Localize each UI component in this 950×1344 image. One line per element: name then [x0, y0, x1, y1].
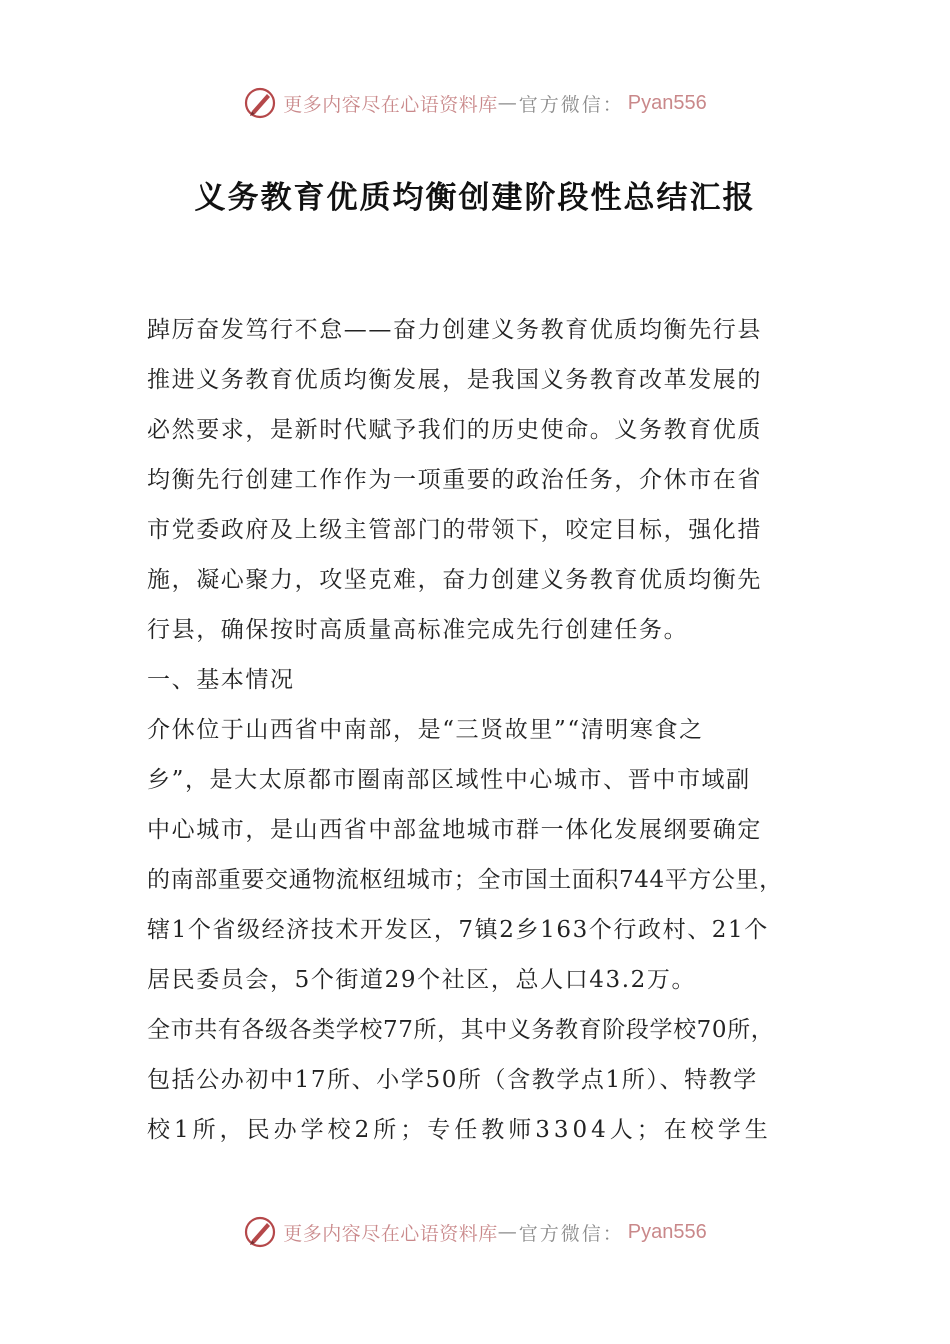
document-body: [147, 305, 807, 1155]
section-heading: 一、基本情况: [147, 667, 295, 693]
body-line: 居民委员会，5个街道29个社区，总人口43.2万。: [147, 967, 697, 993]
body-line: 辖1个省级经济技术开发区，7镇2乡163个行政村、21个: [147, 917, 769, 943]
watermark-label: 官方微信：: [518, 93, 624, 116]
body-line: 乡”，是大太原都市圈南部区域性中心城市、晋中市域副: [147, 767, 751, 793]
watermark-text: 更多内容尽在心语资料库: [283, 93, 498, 116]
body-line: 校1所，民办学校2所；专任教师3304人；在校学生: [147, 1117, 772, 1143]
watermark-footer: [0, 1212, 950, 1252]
body-line: 的南部重要交通物流枢纽城市；全市国土面积744平方公里，: [147, 867, 783, 893]
body-line: 全市共有各级各类学校77所，其中义务教育阶段学校70所，: [147, 1017, 775, 1043]
pen-logo-icon: [243, 1215, 277, 1249]
watermark-label: 官方微信：: [518, 1222, 624, 1245]
watermark-text: 更多内容尽在心语资料库: [283, 1222, 498, 1245]
watermark-dash: —: [497, 92, 519, 114]
body-line: 施，凝心聚力，攻坚克难，奋力创建义务教育优质均衡先: [147, 567, 762, 593]
body-line: 均衡先行创建工作作为一项重要的政治任务，介休市在省: [147, 467, 762, 493]
body-line: 市党委政府及上级主管部门的带领下，咬定目标，强化措: [147, 517, 762, 543]
body-line: 推进义务教育优质均衡发展，是我国义务教育改革发展的: [147, 367, 762, 393]
body-line: 中心城市，是山西省中部盆地城市群一体化发展纲要确定: [147, 817, 762, 843]
body-line: 必然要求，是新时代赋予我们的历史使命。义务教育优质: [147, 417, 762, 443]
watermark-header: [0, 83, 950, 123]
watermark-dash: —: [497, 1221, 519, 1243]
watermark-id: Pyan556: [627, 91, 707, 114]
body-line: 行县，确保按时高质量高标准完成先行创建任务。: [147, 617, 689, 643]
watermark-id: Pyan556: [627, 1220, 707, 1243]
pen-logo-icon: [243, 86, 277, 120]
body-line: 介休位于山西省中南部，是“三贤故里”“清明寒食之: [147, 717, 704, 743]
body-line: 踔厉奋发笃行不怠——奋力创建义务教育优质均衡先行县: [147, 317, 762, 343]
document-title: 义务教育优质均衡创建阶段性总结汇报: [194, 180, 756, 216]
body-line: 包括公办初中17所、小学50所（含教学点1所）、特教学: [147, 1067, 758, 1093]
